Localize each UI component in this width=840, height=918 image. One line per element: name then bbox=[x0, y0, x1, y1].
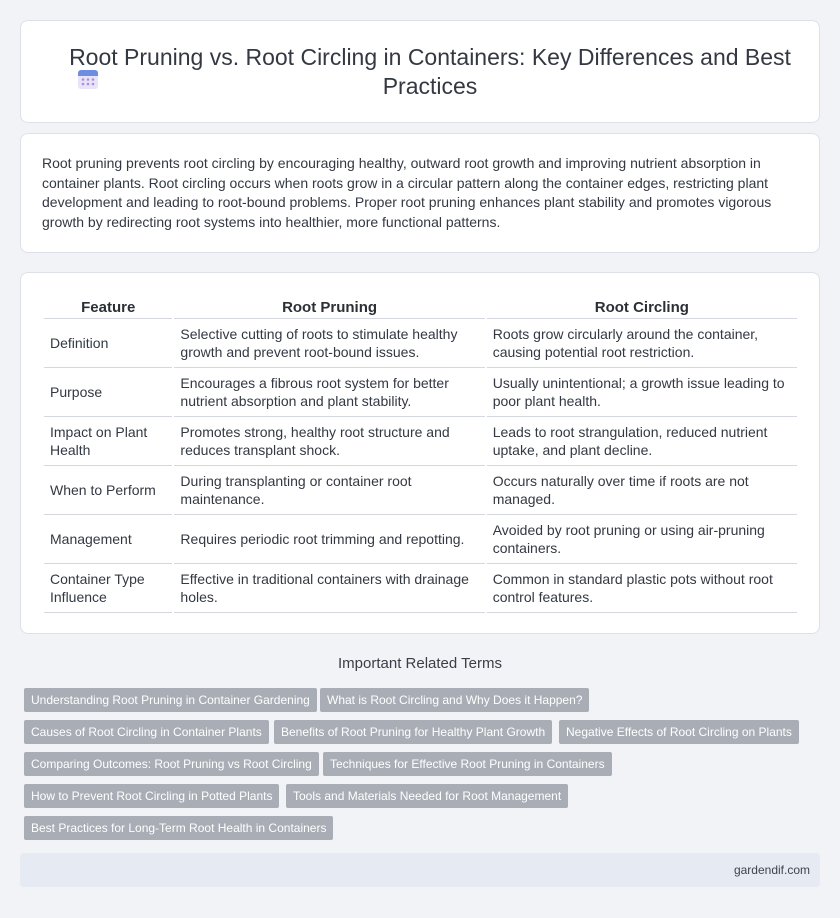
table-row bbox=[44, 319, 797, 368]
related-term-link[interactable]: Best Practices for Long-Term Root Health in Containers bbox=[24, 816, 333, 840]
row-root-pruning: Requires periodic root trimming and repotting. bbox=[174, 515, 484, 564]
site-name[interactable]: gardendif.com bbox=[733, 863, 810, 877]
row-feature: When to Perform bbox=[44, 466, 172, 515]
row-feature: Management bbox=[44, 515, 172, 564]
row-root-circling: Usually unintentional; a growth issue leading to poor plant health. bbox=[487, 368, 797, 417]
related-term-link[interactable]: Techniques for Effective Root Pruning in Containers bbox=[323, 752, 612, 776]
row-feature: Impact on Plant Health bbox=[44, 417, 172, 466]
row-feature: Definition bbox=[44, 319, 172, 368]
row-root-circling: Roots grow circularly around the container, causing potential root restriction. bbox=[487, 319, 797, 368]
header-feature: Feature bbox=[44, 297, 172, 319]
intro-paragraph: Root pruning prevents root circling by encouraging healthy, outward root growth and improving nutrient absorption in container plants. Root circling occurs when roots grow in a circular pattern along the container edges, restricting plant development and leading to root-bound problems. Proper root pruning enhances plant stability and promotes vigorous growth by redirecting root systems into healthier, more functional patterns. bbox=[42, 155, 772, 230]
row-feature: Purpose bbox=[44, 368, 172, 417]
related-term-link[interactable]: Comparing Outcomes: Root Pruning vs Root Circling bbox=[24, 752, 319, 776]
related-term-link[interactable]: Understanding Root Pruning in Container Gardening bbox=[24, 688, 317, 712]
page-title: Root Pruning vs. Root Circling in Containers: Key Differences and Best Practices bbox=[69, 44, 791, 99]
table-row bbox=[44, 417, 797, 466]
related-terms-heading: Important Related Terms bbox=[338, 655, 502, 672]
row-feature: Container Type Influence bbox=[44, 564, 172, 613]
related-term-link[interactable]: How to Prevent Root Circling in Potted Plants bbox=[24, 784, 279, 808]
title-card bbox=[20, 20, 820, 123]
footer bbox=[20, 853, 820, 887]
table-row bbox=[44, 466, 797, 515]
table-row bbox=[44, 368, 797, 417]
header-root-circling: Root Circling bbox=[487, 297, 797, 319]
comparison-table bbox=[42, 297, 799, 613]
comparison-card bbox=[20, 272, 820, 634]
table-row bbox=[44, 515, 797, 564]
intro-card bbox=[20, 133, 820, 253]
related-term-link[interactable]: Causes of Root Circling in Container Plants bbox=[24, 720, 269, 744]
table-header-row bbox=[44, 297, 797, 319]
row-root-pruning: Selective cutting of roots to stimulate healthy growth and prevent root-bound issues. bbox=[174, 319, 484, 368]
row-root-pruning: During transplanting or container root maintenance. bbox=[174, 466, 484, 515]
header-root-pruning: Root Pruning bbox=[174, 297, 484, 319]
row-root-circling: Avoided by root pruning or using air-pruning containers. bbox=[487, 515, 797, 564]
related-term-link[interactable]: What is Root Circling and Why Does it Happen? bbox=[320, 688, 589, 712]
row-root-pruning: Encourages a fibrous root system for better nutrient absorption and plant stability. bbox=[174, 368, 484, 417]
related-term-link[interactable]: Negative Effects of Root Circling on Plants bbox=[559, 720, 799, 744]
row-root-pruning: Promotes strong, healthy root structure and reduces transplant shock. bbox=[174, 417, 484, 466]
row-root-circling: Occurs naturally over time if roots are not managed. bbox=[487, 466, 797, 515]
row-root-pruning: Effective in traditional containers with drainage holes. bbox=[174, 564, 484, 613]
row-root-circling: Leads to root strangulation, reduced nutrient uptake, and plant decline. bbox=[487, 417, 797, 466]
row-root-circling: Common in standard plastic pots without root control features. bbox=[487, 564, 797, 613]
related-term-link[interactable]: Benefits of Root Pruning for Healthy Plant Growth bbox=[274, 720, 552, 744]
related-term-link[interactable]: Tools and Materials Needed for Root Management bbox=[286, 784, 568, 808]
table-row bbox=[44, 564, 797, 613]
